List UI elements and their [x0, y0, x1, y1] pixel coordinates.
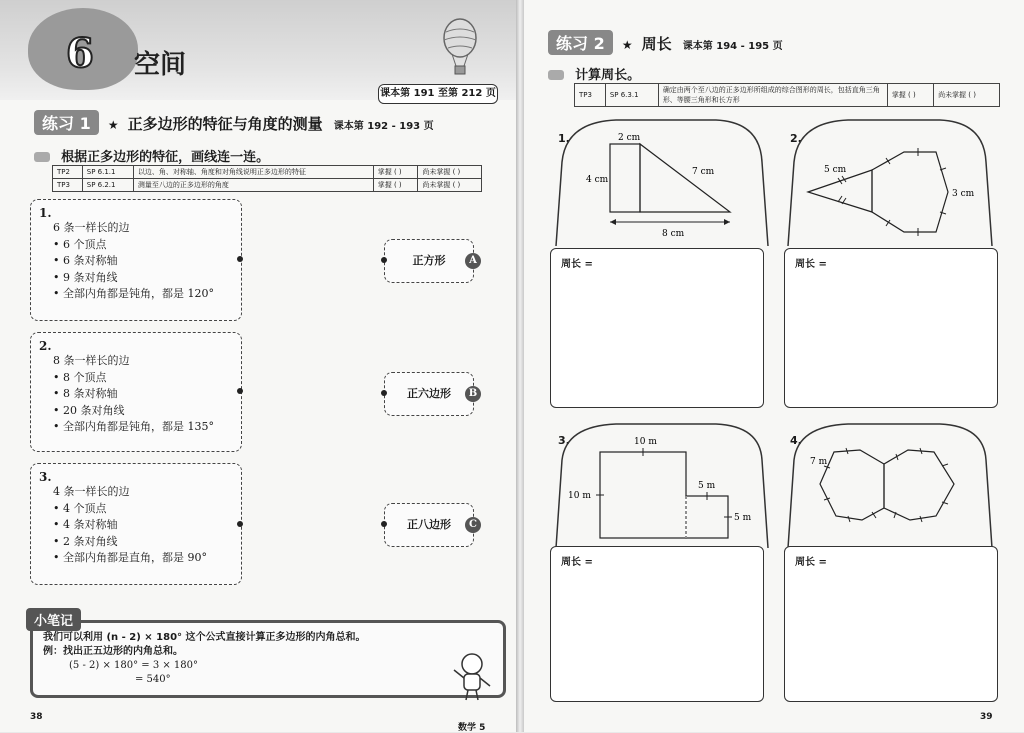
answer-box[interactable] [784, 248, 998, 408]
card-line: • 4 个顶点 [53, 501, 107, 515]
shape-tag-a[interactable] [384, 239, 477, 283]
notes-tag: 小笔记 [26, 608, 81, 631]
objective-desc: 确定由两个至八边的正多边形所组成的综合图形的周长，包括直角三角形、等腰三角形和长方形 [658, 84, 887, 107]
answer-label: 周长 = [795, 557, 827, 568]
eraser-icon [548, 70, 564, 80]
exercise-1-header [34, 110, 504, 135]
page-number-right: 39 [980, 712, 993, 722]
answer-box[interactable] [784, 546, 998, 702]
objective-code: TP2 [53, 166, 83, 179]
objective-not-mastered[interactable]: 尚未掌握 ( ) [418, 166, 482, 179]
dim-label: 4 cm [586, 175, 609, 185]
connect-dot[interactable] [237, 388, 243, 394]
card-line: • 全部内角都是钝角，都是 135° [53, 420, 214, 433]
exercise-2-header [548, 30, 1008, 55]
instruction-text: 计算周长。 [575, 68, 641, 83]
right-page [524, 0, 1024, 732]
objective-not-mastered[interactable]: 尚未掌握 ( ) [934, 84, 1000, 107]
connect-dot[interactable] [237, 256, 243, 262]
left-hexagon-shape [820, 450, 884, 520]
connect-dot[interactable] [381, 521, 387, 527]
card-line: • 20 条对角线 [53, 403, 125, 417]
hot-air-balloon-icon [440, 18, 480, 78]
dim-label: 7 cm [692, 167, 715, 177]
rectangle-shape [610, 144, 640, 212]
dim-label: 2 cm [618, 133, 641, 143]
note-line: = 540° [135, 674, 171, 685]
objectives-table [574, 83, 1000, 107]
objective-sp: SP 6.3.1 [605, 84, 658, 107]
dim-label: 10 m [568, 491, 591, 501]
card-line: • 6 条对称轴 [53, 254, 118, 267]
problem-2-figure [780, 112, 1000, 250]
shape-label: 正六边形 [407, 387, 451, 400]
page-number-left: 38 [30, 712, 43, 722]
star-icon: ★ [107, 118, 119, 132]
objective-row [53, 179, 482, 192]
card-line: • 6 个顶点 [53, 237, 107, 251]
shape-tag-c[interactable] [384, 503, 477, 547]
card-number: 1. [39, 206, 52, 220]
objective-row [53, 166, 482, 179]
exercise-ref: 课本第 192 - 193 页 [333, 121, 434, 132]
objective-mastered[interactable]: 掌握 ( ) [373, 166, 418, 179]
card-line: • 8 条对称轴 [53, 387, 118, 400]
card-number: 3. [39, 470, 52, 484]
objective-code: TP3 [53, 179, 83, 192]
card-line: • 全部内角都是直角，都是 90° [53, 551, 207, 564]
chapter-title: 空间 [134, 50, 187, 80]
hexagon-shape [872, 152, 948, 232]
problem-4-figure [780, 420, 1000, 552]
shape-label: 正方形 [412, 254, 446, 267]
exercise-ref: 课本第 194 - 195 页 [682, 41, 783, 52]
objective-not-mastered[interactable]: 尚未掌握 ( ) [418, 179, 482, 192]
dim-label: 8 cm [662, 229, 685, 239]
star-icon: ★ [621, 38, 633, 52]
exercise-title: 周长 [641, 35, 672, 53]
answer-label: 周长 = [561, 557, 593, 568]
objective-mastered[interactable]: 掌握 ( ) [887, 84, 933, 107]
note-line: (5 - 2) × 180° = 3 × 180° [69, 660, 199, 671]
eraser-icon [34, 152, 50, 162]
book-gutter [516, 0, 524, 732]
exercise-title: 正多边形的特征与角度的测量 [127, 115, 323, 133]
objective-code: TP3 [575, 84, 606, 107]
objective-sp: SP 6.2.1 [82, 179, 133, 192]
feature-card-1[interactable] [30, 199, 242, 321]
textbook-page-ref: 课本第 191 至第 212 页 [378, 84, 498, 104]
card-line: • 8 个顶点 [53, 370, 107, 384]
instruction-row [34, 146, 269, 165]
dim-label: 3 cm [952, 189, 975, 199]
instruction-text: 根据正多边形的特征，画线连一连。 [61, 150, 270, 165]
card-line: 8 条一样长的边 [53, 354, 130, 367]
problem-number: 2. [790, 132, 802, 145]
objective-sp: SP 6.1.1 [82, 166, 133, 179]
small-square-shape [686, 496, 728, 538]
dim-label: 5 m [698, 481, 716, 491]
feature-card-3[interactable] [30, 463, 242, 585]
right-hexagon-shape [884, 450, 954, 520]
notes-box [30, 620, 506, 698]
triangle-shape [808, 170, 872, 212]
problem-3-figure [546, 420, 776, 552]
answer-label: 周长 = [795, 259, 827, 270]
answer-box[interactable] [550, 546, 764, 702]
note-line: 例：找出正五边形的内角总和。 [43, 646, 183, 657]
answer-label: 周长 = [561, 259, 593, 270]
answer-box[interactable] [550, 248, 764, 408]
triangle-shape [640, 144, 730, 212]
objective-desc: 以边、角、对称轴、角度和对角线说明正多边形的特征 [133, 166, 373, 179]
problem-number: 1. [558, 132, 570, 145]
footer-subject: 数学 5 [458, 723, 486, 733]
card-line: • 2 条对角线 [53, 534, 118, 548]
mascot-icon [452, 652, 492, 702]
connect-dot[interactable] [381, 390, 387, 396]
square-shape [600, 452, 686, 538]
card-line: • 9 条对角线 [53, 270, 118, 284]
problem-number: 3. [558, 434, 570, 447]
dim-label: 5 m [734, 513, 752, 523]
card-line: • 4 条对称轴 [53, 518, 118, 531]
badge-c: C [465, 517, 481, 533]
connect-dot[interactable] [381, 257, 387, 263]
badge-a: A [465, 253, 481, 269]
dim-label: 10 m [634, 437, 657, 447]
problem-1-figure [546, 112, 776, 250]
problem-number: 4. [790, 434, 802, 447]
card-line: 6 条一样长的边 [53, 221, 130, 234]
card-line: • 全部内角都是钝角，都是 120° [53, 287, 214, 300]
card-line: 4 条一样长的边 [53, 485, 130, 498]
connect-dot[interactable] [237, 521, 243, 527]
dim-label: 5 cm [824, 165, 847, 175]
exercise-tag: 练习 2 [548, 30, 613, 55]
exercise-tag: 练习 1 [34, 110, 99, 135]
shape-tag-b[interactable] [384, 372, 478, 416]
card-number: 2. [39, 339, 52, 353]
chapter-number: 6 [66, 30, 94, 77]
dim-label: 7 m [810, 457, 828, 467]
shape-label: 正八边形 [407, 518, 451, 531]
feature-card-2[interactable] [30, 332, 242, 452]
objective-mastered[interactable]: 掌握 ( ) [373, 179, 418, 192]
note-line: 我们可以利用 (n - 2) × 180° 这个公式直接计算正多边形的内角总和。 [43, 632, 366, 643]
instruction-row [548, 64, 640, 83]
objectives-table [52, 165, 482, 192]
objective-desc: 测量至八边的正多边形的角度 [133, 179, 373, 192]
objective-row [575, 84, 1000, 107]
badge-b: B [465, 386, 481, 402]
